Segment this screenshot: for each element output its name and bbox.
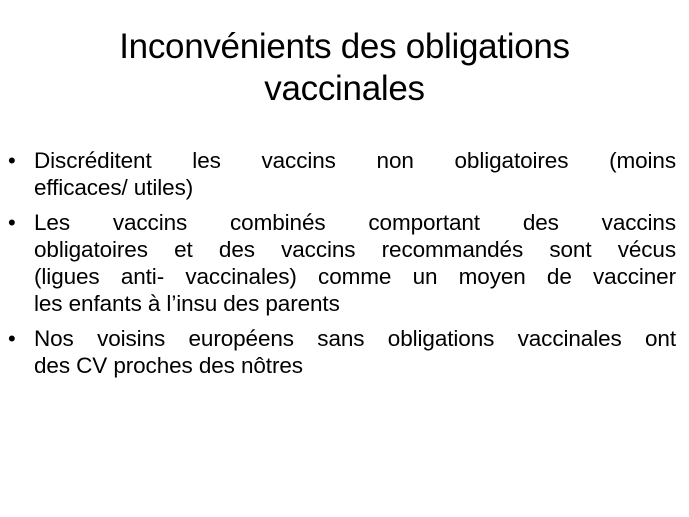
bullet-icon: • [8, 210, 16, 235]
bullet-line: Discréditent les vaccins non obligatoires (moins [34, 148, 676, 173]
bullet-line: (ligues anti- vaccinales) comme un moyen de vacciner [34, 264, 676, 289]
bullet-list [0, 147, 689, 387]
bullet-text [34, 147, 676, 201]
bullet-line: Les vaccins combinés comportant des vaccins [34, 210, 676, 235]
bullet-text [34, 325, 676, 379]
slide-title [40, 26, 649, 110]
slide-title-line: Inconvénients des obligations [119, 27, 570, 66]
bullet-line: obligatoires et des vaccins recommandés sont vécus [34, 237, 676, 262]
bullet-item [0, 209, 689, 317]
bullet-text [34, 209, 676, 317]
bullet-line: efficaces/ utiles) [34, 175, 194, 200]
slide-title-line: vaccinales [264, 69, 425, 108]
bullet-item [0, 147, 689, 201]
bullet-icon: • [8, 326, 16, 351]
bullet-line: des CV proches des nôtres [34, 353, 303, 378]
bullet-line: les enfants à l’insu des parents [34, 291, 340, 316]
bullet-line: Nos voisins européens sans obligations vaccinales ont [34, 326, 676, 351]
bullet-icon: • [8, 148, 16, 173]
bullet-item [0, 325, 689, 379]
